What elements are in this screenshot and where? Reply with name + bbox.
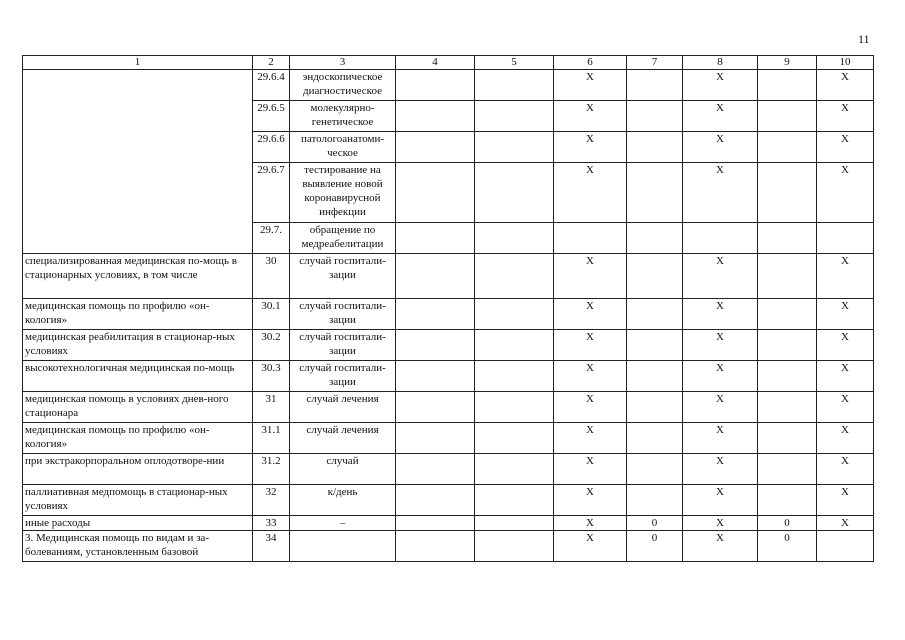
cell-col10: X bbox=[817, 454, 874, 485]
row-code: 32 bbox=[253, 485, 290, 516]
cell-col10: X bbox=[817, 485, 874, 516]
empty-cell bbox=[475, 254, 554, 299]
cell-col7 bbox=[627, 361, 683, 392]
header-cell: 2 bbox=[253, 56, 290, 70]
cell-col6: X bbox=[554, 163, 627, 223]
row-label: медицинская помощь в условиях днев-ного стационара bbox=[23, 392, 253, 423]
cell-col8: X bbox=[683, 330, 758, 361]
row-unit: молекулярно-генетическое bbox=[290, 101, 396, 132]
row-code: 31 bbox=[253, 392, 290, 423]
cell-col7 bbox=[627, 392, 683, 423]
cell-col6: X bbox=[554, 531, 627, 562]
cell-col7 bbox=[627, 163, 683, 223]
cell-col9 bbox=[758, 163, 817, 223]
empty-cell bbox=[396, 361, 475, 392]
table-row bbox=[23, 361, 874, 392]
row-code: 29.6.6 bbox=[253, 132, 290, 163]
cell-col6: X bbox=[554, 101, 627, 132]
empty-cell bbox=[396, 454, 475, 485]
empty-cell bbox=[475, 392, 554, 423]
cell-col10: X bbox=[817, 361, 874, 392]
cell-col8: X bbox=[683, 392, 758, 423]
header-cell: 3 bbox=[290, 56, 396, 70]
cell-col9 bbox=[758, 361, 817, 392]
cell-col6: X bbox=[554, 423, 627, 454]
cell-col9 bbox=[758, 101, 817, 132]
cell-col9 bbox=[758, 70, 817, 101]
cell-col8: X bbox=[683, 454, 758, 485]
cell-col9 bbox=[758, 254, 817, 299]
empty-cell bbox=[396, 223, 475, 254]
cell-col10: X bbox=[817, 392, 874, 423]
empty-cell bbox=[475, 531, 554, 562]
header-row bbox=[23, 56, 874, 70]
empty-cell bbox=[475, 101, 554, 132]
cell-col10: X bbox=[817, 299, 874, 330]
header-cell: 7 bbox=[627, 56, 683, 70]
cell-col9 bbox=[758, 132, 817, 163]
cell-col9 bbox=[758, 330, 817, 361]
cell-col7: 0 bbox=[627, 531, 683, 562]
row-label: 3. Медицинская помощь по видам и за-болеваниям, установленным базовой bbox=[23, 531, 253, 562]
empty-cell bbox=[475, 516, 554, 531]
table-row bbox=[23, 299, 874, 330]
cell-col9 bbox=[758, 485, 817, 516]
row-label: медицинская помощь по профилю «он-кология» bbox=[23, 423, 253, 454]
empty-cell bbox=[396, 531, 475, 562]
cell-col6: X bbox=[554, 70, 627, 101]
empty-cell bbox=[475, 454, 554, 485]
cell-col8: X bbox=[683, 361, 758, 392]
cell-col8: X bbox=[683, 70, 758, 101]
row-label: медицинская помощь по профилю «он-кология» bbox=[23, 299, 253, 330]
cell-col10: X bbox=[817, 163, 874, 223]
empty-cell bbox=[396, 299, 475, 330]
empty-cell bbox=[396, 254, 475, 299]
row-code: 30.2 bbox=[253, 330, 290, 361]
empty-cell bbox=[475, 132, 554, 163]
cell-col7 bbox=[627, 254, 683, 299]
header-cell: 8 bbox=[683, 56, 758, 70]
header-cell: 1 bbox=[23, 56, 253, 70]
empty-cell bbox=[475, 423, 554, 454]
cell-col8: X bbox=[683, 516, 758, 531]
cell-col7 bbox=[627, 70, 683, 101]
cell-col8: X bbox=[683, 163, 758, 223]
row-unit: обращение по медреабелитации bbox=[290, 223, 396, 254]
row-code: 29.6.5 bbox=[253, 101, 290, 132]
empty-cell bbox=[475, 485, 554, 516]
cell-col6: X bbox=[554, 392, 627, 423]
cell-col6: X bbox=[554, 330, 627, 361]
cell-col7 bbox=[627, 299, 683, 330]
table-row bbox=[23, 392, 874, 423]
cell-col9 bbox=[758, 392, 817, 423]
row-code: 29.6.7 bbox=[253, 163, 290, 223]
cell-col6: X bbox=[554, 454, 627, 485]
cell-col10: X bbox=[817, 254, 874, 299]
empty-cell bbox=[475, 299, 554, 330]
row-label: высокотехнологичная медицинская по-мощь bbox=[23, 361, 253, 392]
table-row bbox=[23, 485, 874, 516]
cell-col8: X bbox=[683, 254, 758, 299]
cell-col8: X bbox=[683, 531, 758, 562]
row-unit bbox=[290, 531, 396, 562]
row-code: 29.6.4 bbox=[253, 70, 290, 101]
cell-col6 bbox=[554, 223, 627, 254]
row-code: 31.2 bbox=[253, 454, 290, 485]
empty-cell bbox=[396, 132, 475, 163]
table-row bbox=[23, 423, 874, 454]
row-label: медицинская реабилитация в стационар-ных условиях bbox=[23, 330, 253, 361]
header-cell: 4 bbox=[396, 56, 475, 70]
cell-col7 bbox=[627, 223, 683, 254]
row-code: 29.7. bbox=[253, 223, 290, 254]
cell-col7 bbox=[627, 423, 683, 454]
table-row bbox=[23, 516, 874, 531]
row-unit: случай лечения bbox=[290, 392, 396, 423]
empty-cell bbox=[396, 163, 475, 223]
empty-cell bbox=[396, 70, 475, 101]
cell-col6: X bbox=[554, 361, 627, 392]
empty-cell bbox=[396, 485, 475, 516]
cell-col8: X bbox=[683, 423, 758, 454]
cell-col6: X bbox=[554, 485, 627, 516]
row-unit: случай bbox=[290, 454, 396, 485]
empty-cell bbox=[396, 101, 475, 132]
table-row bbox=[23, 330, 874, 361]
empty-cell bbox=[396, 516, 475, 531]
row-code: 30 bbox=[253, 254, 290, 299]
row-label bbox=[23, 70, 253, 254]
row-unit: эндоскопическое диагностическое bbox=[290, 70, 396, 101]
cell-col7 bbox=[627, 330, 683, 361]
data-table bbox=[22, 55, 874, 562]
cell-col7: 0 bbox=[627, 516, 683, 531]
table-row bbox=[23, 531, 874, 562]
cell-col6: X bbox=[554, 299, 627, 330]
row-label: специализированная медицинская по-мощь в стационарных условиях, в том числе bbox=[23, 254, 253, 299]
table-row bbox=[23, 254, 874, 299]
cell-col7 bbox=[627, 454, 683, 485]
cell-col8: X bbox=[683, 485, 758, 516]
cell-col9 bbox=[758, 223, 817, 254]
cell-col6: X bbox=[554, 132, 627, 163]
row-unit: случай госпитали-зации bbox=[290, 299, 396, 330]
cell-col9: 0 bbox=[758, 516, 817, 531]
row-unit: случай лечения bbox=[290, 423, 396, 454]
page-number: 11 bbox=[858, 32, 870, 46]
header-cell: 5 bbox=[475, 56, 554, 70]
row-label: паллиативная медпомощь в стационар-ных условиях bbox=[23, 485, 253, 516]
row-code: 33 bbox=[253, 516, 290, 531]
cell-col6: X bbox=[554, 516, 627, 531]
cell-col6: X bbox=[554, 254, 627, 299]
cell-col8: X bbox=[683, 101, 758, 132]
cell-col10: X bbox=[817, 70, 874, 101]
cell-col10: X bbox=[817, 101, 874, 132]
empty-cell bbox=[475, 223, 554, 254]
row-code: 30.1 bbox=[253, 299, 290, 330]
cell-col10: X bbox=[817, 330, 874, 361]
empty-cell bbox=[475, 163, 554, 223]
empty-cell bbox=[475, 70, 554, 101]
cell-col10: X bbox=[817, 423, 874, 454]
empty-cell bbox=[475, 330, 554, 361]
cell-col8: X bbox=[683, 299, 758, 330]
row-code: 31.1 bbox=[253, 423, 290, 454]
cell-col7 bbox=[627, 132, 683, 163]
cell-col7 bbox=[627, 101, 683, 132]
row-unit: тестирование на выявление новой коронавирусной инфекции bbox=[290, 163, 396, 223]
row-unit: патологоанатоми-ческое bbox=[290, 132, 396, 163]
empty-cell bbox=[396, 330, 475, 361]
row-unit: случай госпитали-зации bbox=[290, 361, 396, 392]
cell-col9 bbox=[758, 299, 817, 330]
table-row bbox=[23, 70, 874, 101]
header-cell: 9 bbox=[758, 56, 817, 70]
row-code: 34 bbox=[253, 531, 290, 562]
cell-col7 bbox=[627, 485, 683, 516]
row-unit: – bbox=[290, 516, 396, 531]
row-code: 30.3 bbox=[253, 361, 290, 392]
table-row bbox=[23, 454, 874, 485]
empty-cell bbox=[475, 361, 554, 392]
header-cell: 6 bbox=[554, 56, 627, 70]
empty-cell bbox=[396, 423, 475, 454]
cell-col9: 0 bbox=[758, 531, 817, 562]
row-unit: случай госпитали-зации bbox=[290, 330, 396, 361]
header-cell: 10 bbox=[817, 56, 874, 70]
cell-col8 bbox=[683, 223, 758, 254]
cell-col8: X bbox=[683, 132, 758, 163]
cell-col10 bbox=[817, 223, 874, 254]
cell-col10: X bbox=[817, 132, 874, 163]
cell-col10: X bbox=[817, 516, 874, 531]
empty-cell bbox=[396, 392, 475, 423]
row-unit: случай госпитали-зации bbox=[290, 254, 396, 299]
row-unit: к/день bbox=[290, 485, 396, 516]
row-label: при экстракорпоральном оплодотворе-нии bbox=[23, 454, 253, 485]
cell-col9 bbox=[758, 454, 817, 485]
row-label: иные расходы bbox=[23, 516, 253, 531]
cell-col10 bbox=[817, 531, 874, 562]
cell-col9 bbox=[758, 423, 817, 454]
